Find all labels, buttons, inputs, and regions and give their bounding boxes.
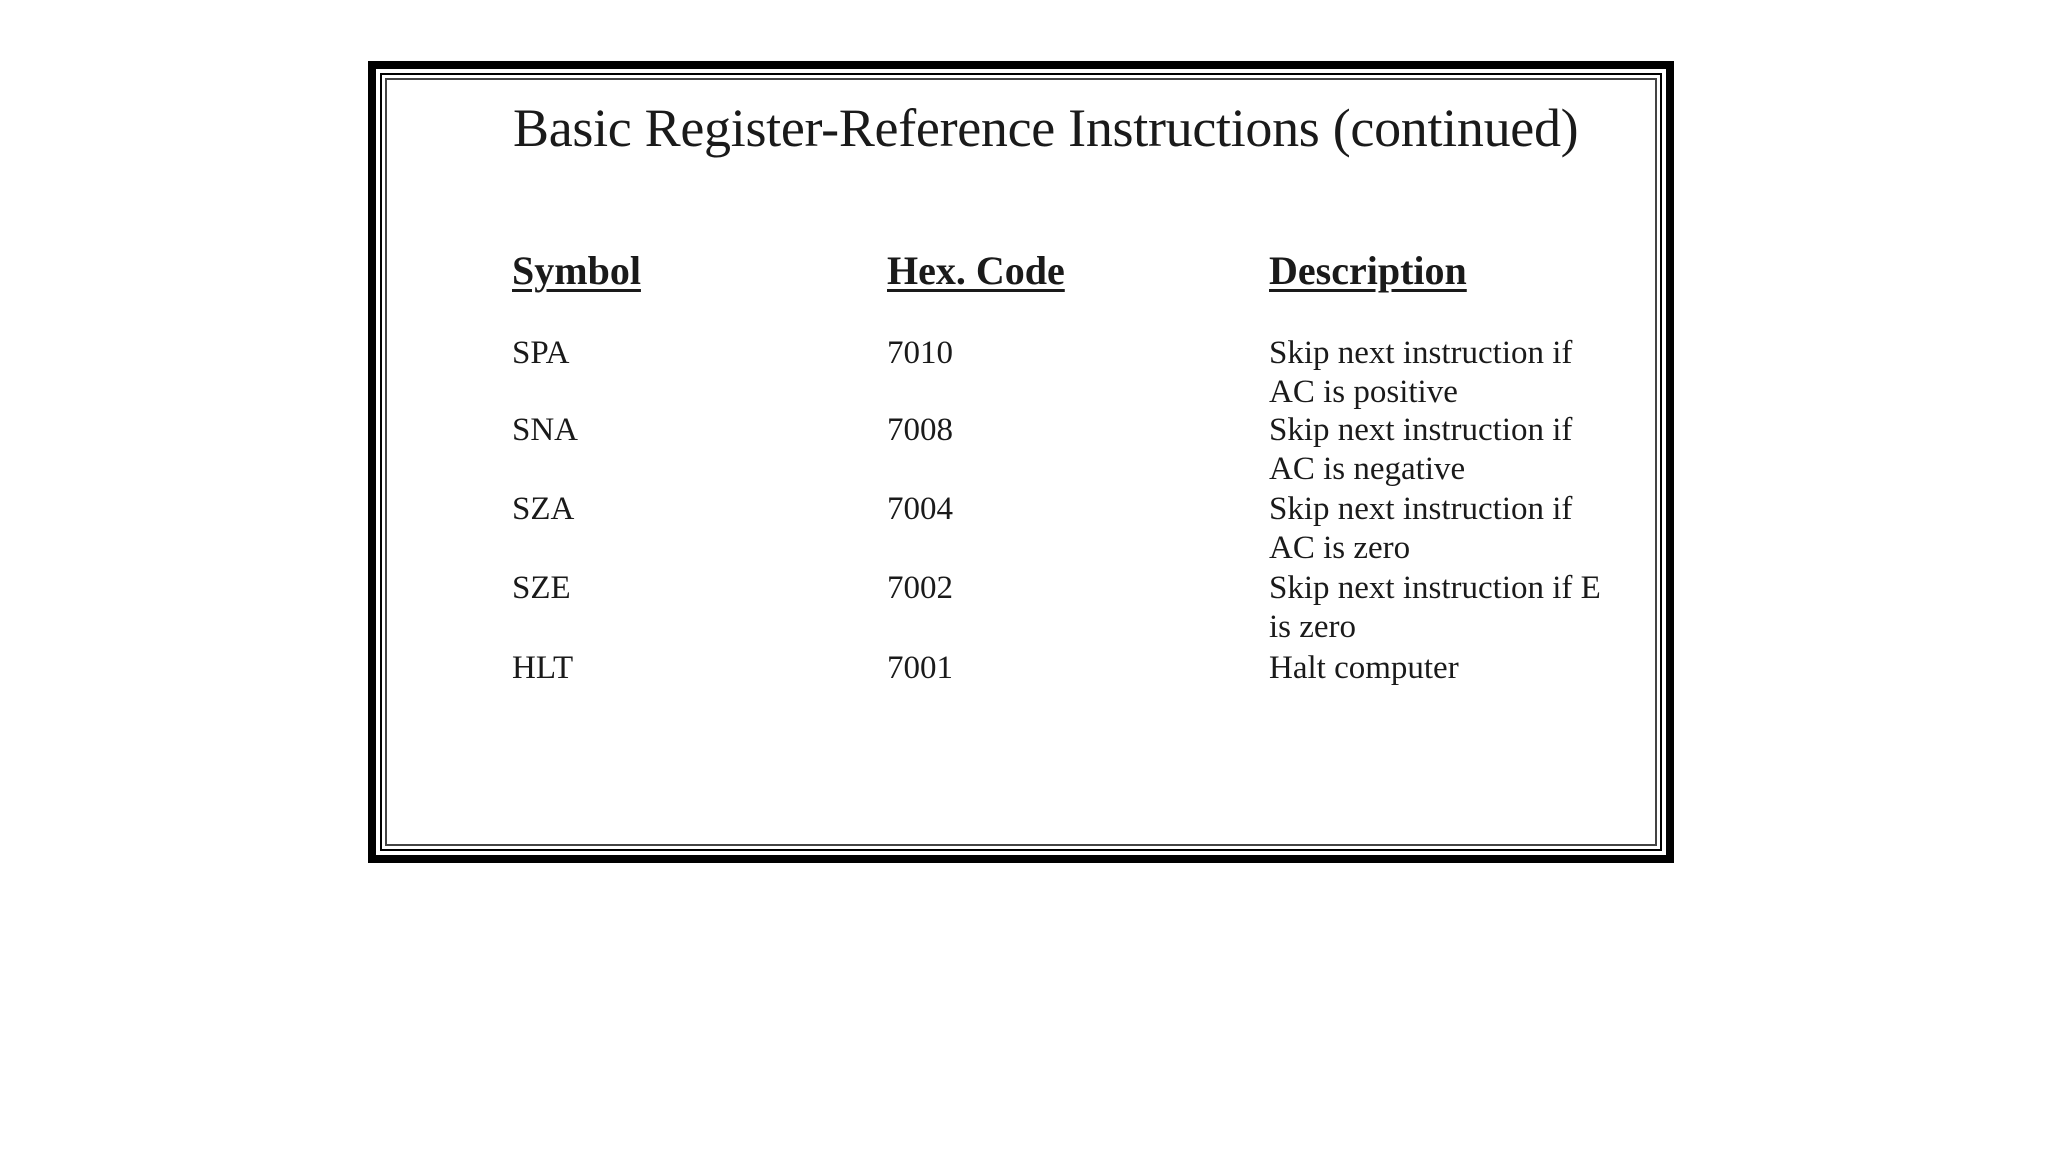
header-symbol: Symbol <box>512 248 641 293</box>
description-cell <box>1269 411 1572 489</box>
slide-frame <box>368 61 1674 863</box>
hex-code-cell: 7004 <box>887 491 953 527</box>
symbol-cell: SPA <box>512 335 570 371</box>
symbol-cell: HLT <box>512 650 574 686</box>
description-line: Skip next instruction if E <box>1269 570 1601 606</box>
hex-code-cell: 7008 <box>887 412 953 448</box>
description-cell <box>1269 649 1459 688</box>
description-line: Skip next instruction if <box>1269 491 1573 527</box>
description-cell <box>1269 334 1572 412</box>
description-line: is zero <box>1269 609 1357 645</box>
symbol-cell: SNA <box>512 412 579 448</box>
description-cell <box>1269 490 1572 568</box>
description-cell <box>1269 569 1601 647</box>
description-line: Halt computer <box>1269 650 1459 686</box>
description-line: AC is positive <box>1269 374 1458 410</box>
header-description: Description <box>1269 248 1467 293</box>
description-line: AC is negative <box>1269 451 1466 487</box>
description-line: Skip next instruction if <box>1269 335 1573 371</box>
slide-title: Basic Register-Reference Instructions (continued) <box>513 98 1579 158</box>
description-line: Skip next instruction if <box>1269 412 1573 448</box>
hex-code-cell: 7010 <box>887 335 953 371</box>
description-line: AC is zero <box>1269 530 1411 566</box>
hex-code-cell: 7002 <box>887 570 953 606</box>
hex-code-cell: 7001 <box>887 650 953 686</box>
symbol-cell: SZA <box>512 491 575 527</box>
symbol-cell: SZE <box>512 570 571 606</box>
header-hex-code: Hex. Code <box>887 248 1065 293</box>
